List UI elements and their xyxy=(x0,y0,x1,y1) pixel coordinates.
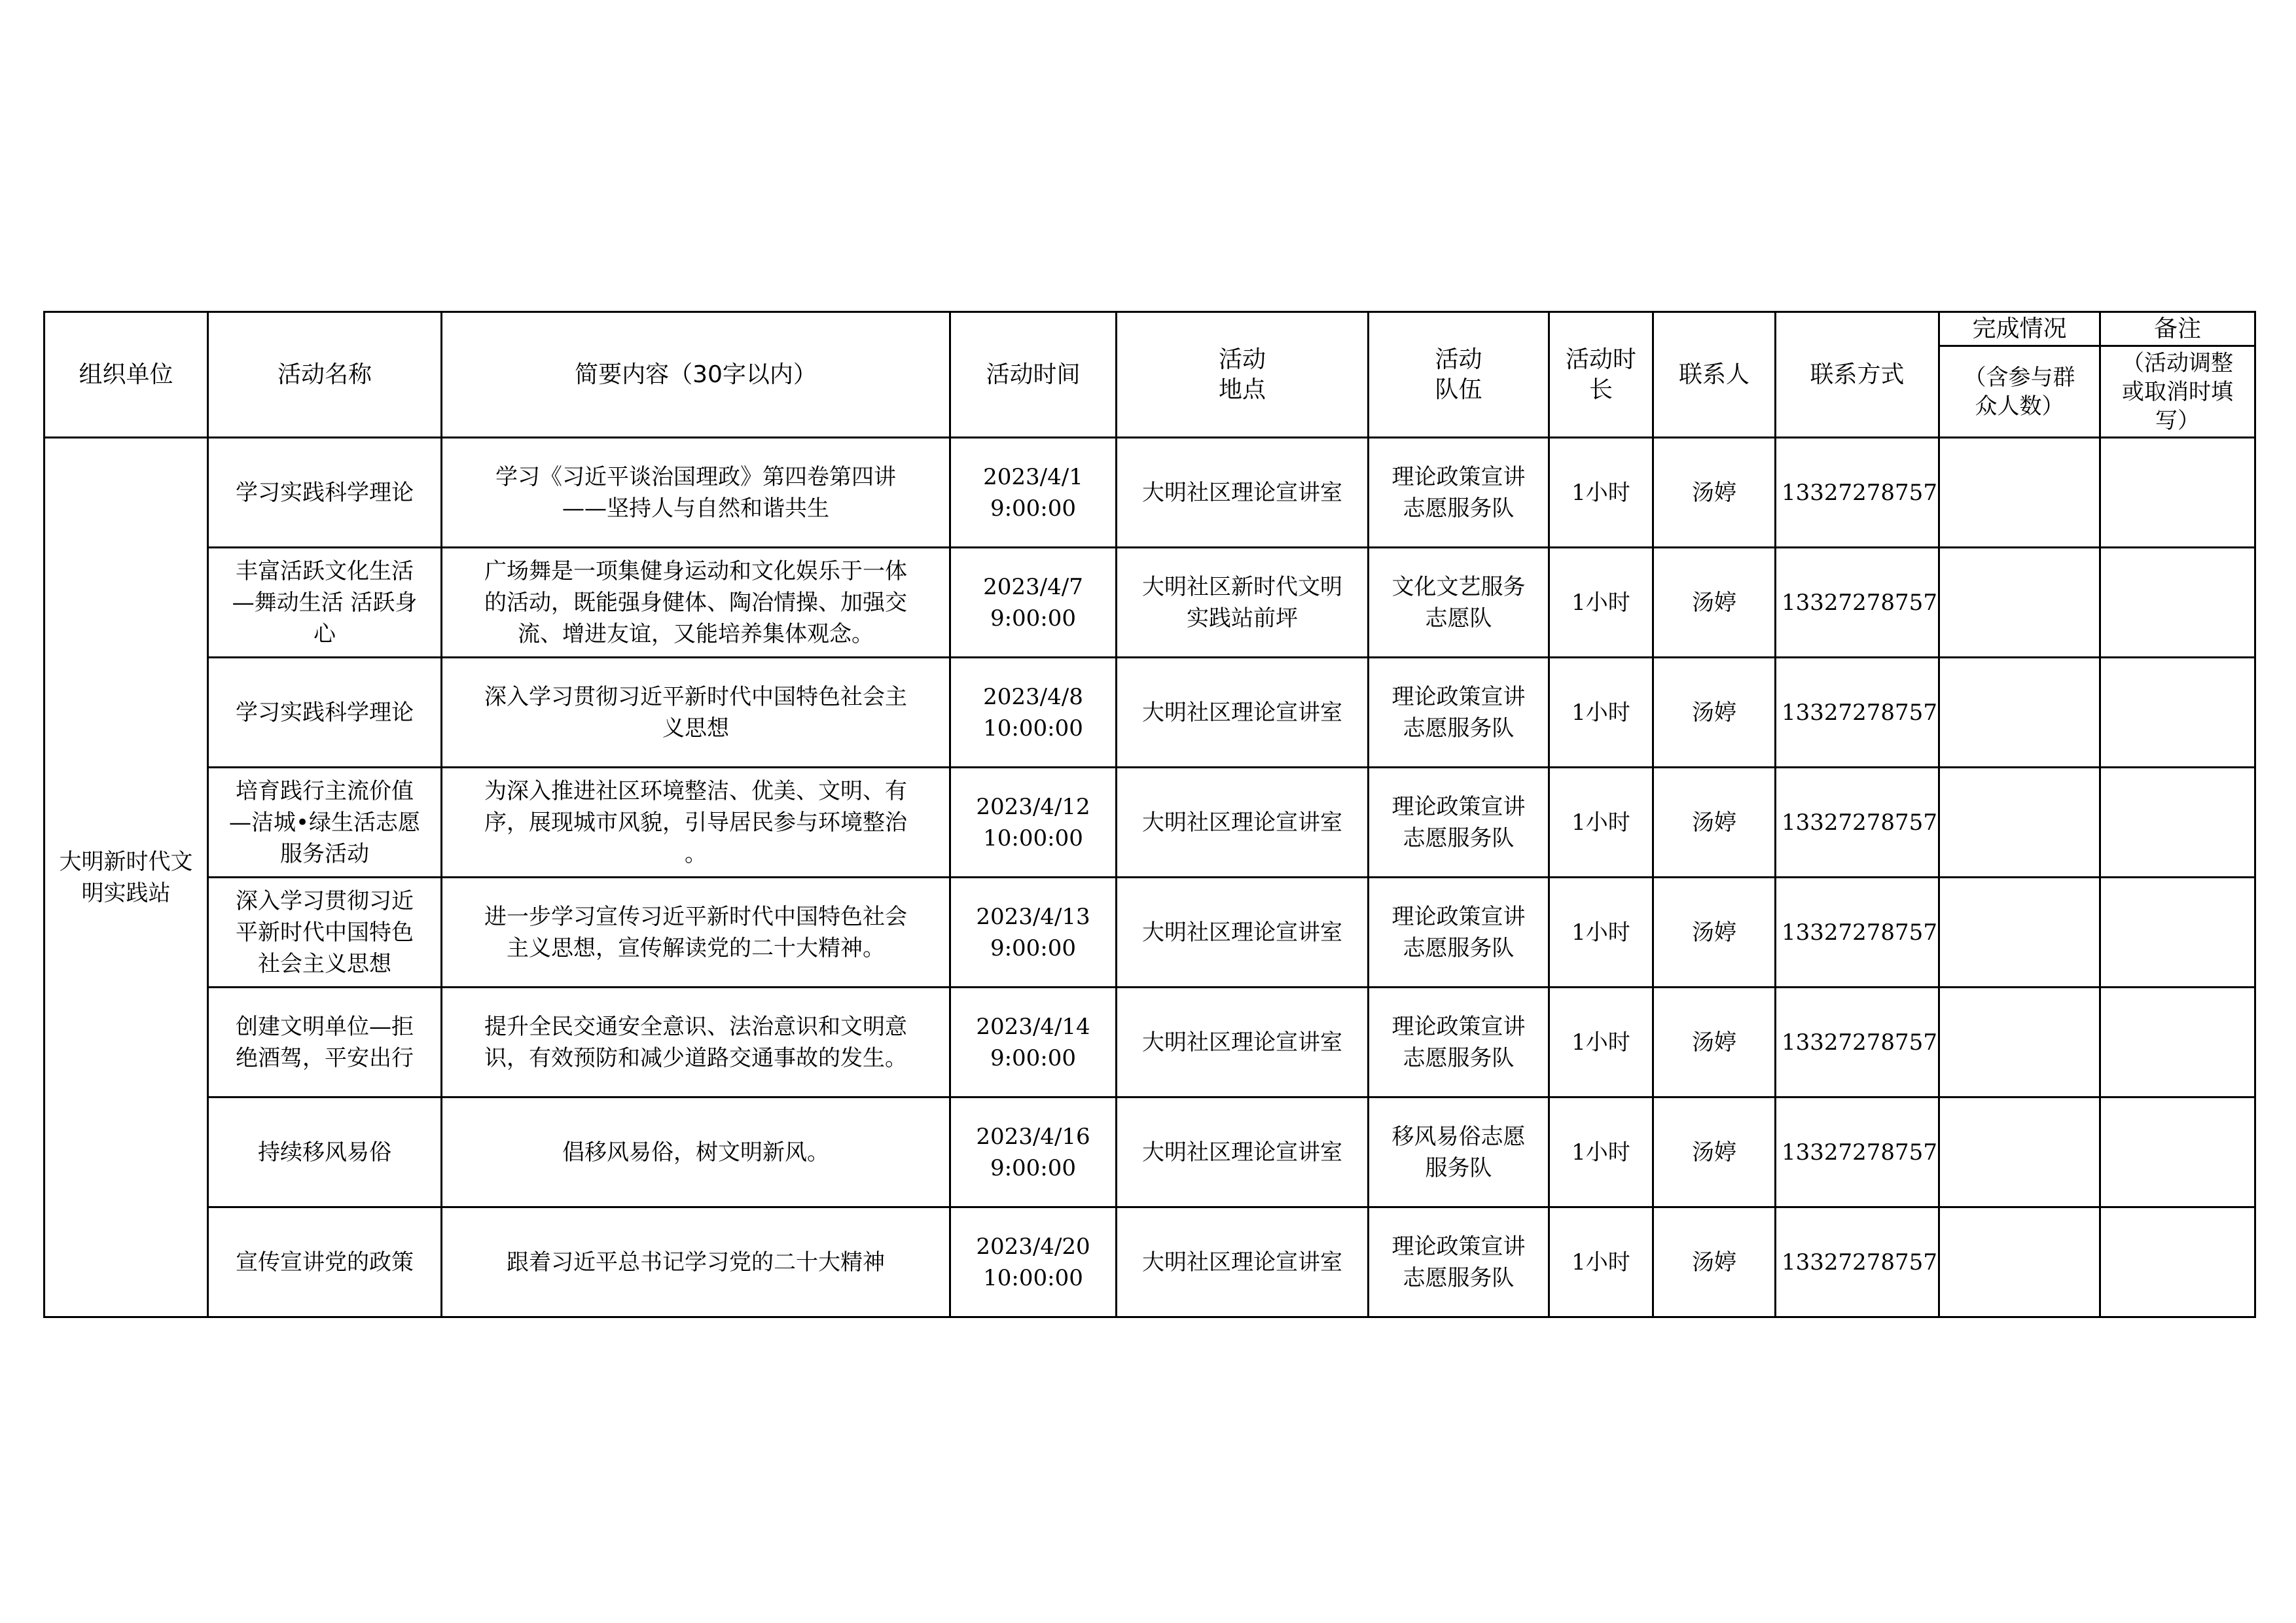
activity-content-cell xyxy=(442,1097,950,1207)
contact-person-cell xyxy=(1653,878,1776,988)
activity-duration-cell xyxy=(1549,438,1653,548)
contact-phone-cell xyxy=(1776,438,1939,548)
completion-cell xyxy=(1939,988,2100,1097)
activity-duration-cell-text: 1小时 xyxy=(1571,809,1630,836)
activity-name-cell-text: 持续移风易俗 xyxy=(258,1139,391,1166)
activity-team-cell xyxy=(1369,438,1549,548)
activity-content-cell-text: 倡移风易俗，树文明新风。 xyxy=(562,1139,829,1166)
activity-duration-cell xyxy=(1549,1097,1653,1207)
header-name: 活动名称 xyxy=(208,312,442,438)
activity-name-cell xyxy=(208,768,442,878)
contact-phone-cell-text: 13327278757 xyxy=(1782,1249,1937,1275)
activity-name-cell xyxy=(208,1097,442,1207)
activity-name-cell xyxy=(208,548,442,658)
activity-content-cell xyxy=(442,878,950,988)
activity-duration-cell-text: 1小时 xyxy=(1571,1139,1630,1166)
contact-phone-cell-text: 13327278757 xyxy=(1782,699,1937,726)
activity-place-cell-text: 大明社区新时代文明 实践站前坪 xyxy=(1142,573,1342,632)
contact-person-cell xyxy=(1653,1097,1776,1207)
contact-phone-cell-text: 13327278757 xyxy=(1782,1139,1937,1166)
table-row xyxy=(45,878,2255,988)
table-row xyxy=(45,438,2255,548)
activity-name-cell-text: 宣传宣讲党的政策 xyxy=(236,1249,414,1275)
remark-cell xyxy=(2100,988,2255,1097)
activity-time-cell-text: 2023/4/16 9:00:00 xyxy=(976,1123,1090,1181)
activity-place-cell xyxy=(1117,878,1369,988)
activity-content-cell-text: 进一步学习宣传习近平新时代中国特色社会 主义思想，宣传解读党的二十大精神。 xyxy=(484,903,907,961)
remark-cell xyxy=(2100,768,2255,878)
completion-cell xyxy=(1939,1207,2100,1317)
activity-duration-cell-text: 1小时 xyxy=(1571,1029,1630,1056)
activity-place-cell xyxy=(1117,658,1369,768)
contact-person-cell xyxy=(1653,438,1776,548)
activity-place-cell-text: 大明社区理论宣讲室 xyxy=(1142,479,1342,506)
activity-place-cell-text: 大明社区理论宣讲室 xyxy=(1142,1139,1342,1166)
activity-content-cell-text: 提升全民交通安全意识、法治意识和文明意 识，有效预防和减少道路交通事故的发生。 xyxy=(484,1013,907,1071)
activity-duration-cell xyxy=(1549,878,1653,988)
contact-phone-cell-text: 13327278757 xyxy=(1782,589,1937,616)
activity-time-cell-text: 2023/4/20 10:00:00 xyxy=(976,1233,1090,1291)
contact-phone-cell-text: 13327278757 xyxy=(1782,919,1937,946)
activity-time-cell-text: 2023/4/12 10:00:00 xyxy=(976,793,1090,851)
contact-phone-cell xyxy=(1776,548,1939,658)
contact-phone-cell xyxy=(1776,1097,1939,1207)
activity-content-cell-text: 深入学习贯彻习近平新时代中国特色社会主 义思想 xyxy=(484,683,907,741)
activity-content-cell xyxy=(442,438,950,548)
contact-phone-cell xyxy=(1776,988,1939,1097)
contact-person-cell xyxy=(1653,988,1776,1097)
contact-person-cell-text: 汤婷 xyxy=(1692,1249,1736,1275)
header-completion: 完成情况 xyxy=(1939,312,2100,346)
activity-place-cell-text: 大明社区理论宣讲室 xyxy=(1142,699,1342,726)
activity-team-cell-text: 理论政策宣讲 志愿服务队 xyxy=(1391,1233,1526,1291)
activity-team-cell-text: 理论政策宣讲 志愿服务队 xyxy=(1391,903,1526,961)
activity-time-cell-text: 2023/4/8 10:00:00 xyxy=(983,683,1083,741)
table-row xyxy=(45,548,2255,658)
completion-cell xyxy=(1939,548,2100,658)
contact-person-cell-text: 汤婷 xyxy=(1692,589,1736,616)
completion-cell xyxy=(1939,878,2100,988)
contact-phone-cell-text: 13327278757 xyxy=(1782,479,1937,506)
activity-content-cell-text: 广场舞是一项集健身运动和文化娱乐于一体 的活动，既能强身健体、陶冶情操、加强交 流、增进友谊，又能培养集体观念。 xyxy=(484,558,907,647)
header-remark-sub: （活动调整 或取消时填 写） xyxy=(2100,346,2255,438)
contact-person-cell xyxy=(1653,548,1776,658)
org-unit-cell-text: 大明新时代文 明实践站 xyxy=(59,848,193,906)
activity-duration-cell xyxy=(1549,768,1653,878)
activity-place-cell xyxy=(1117,548,1369,658)
activity-duration-cell xyxy=(1549,658,1653,768)
activity-duration-cell-text: 1小时 xyxy=(1571,589,1630,616)
activity-team-cell xyxy=(1369,1207,1549,1317)
header-team: 活动 队伍 xyxy=(1369,312,1549,438)
contact-phone-cell-text: 13327278757 xyxy=(1782,1029,1937,1056)
completion-cell xyxy=(1939,1097,2100,1207)
activity-duration-cell xyxy=(1549,548,1653,658)
activity-team-cell-text: 理论政策宣讲 志愿服务队 xyxy=(1391,463,1526,522)
activity-time-cell xyxy=(950,548,1117,658)
contact-person-cell xyxy=(1653,768,1776,878)
contact-phone-cell-text: 13327278757 xyxy=(1782,809,1937,836)
contact-person-cell-text: 汤婷 xyxy=(1692,1139,1736,1166)
activity-content-cell-text: 为深入推进社区环境整洁、优美、文明、有 序，展现城市风貌，引导居民参与环境整治 。 xyxy=(484,777,907,867)
remark-cell xyxy=(2100,1097,2255,1207)
contact-person-cell-text: 汤婷 xyxy=(1692,479,1736,506)
activity-place-cell xyxy=(1117,768,1369,878)
activity-team-cell-text: 文化文艺服务 志愿队 xyxy=(1391,573,1526,632)
activity-content-cell xyxy=(442,768,950,878)
activity-time-cell-text: 2023/4/7 9:00:00 xyxy=(983,573,1083,632)
activity-team-cell-text: 理论政策宣讲 志愿服务队 xyxy=(1391,793,1526,851)
activity-schedule-table xyxy=(43,311,2256,1318)
activity-time-cell xyxy=(950,768,1117,878)
activity-time-cell xyxy=(950,988,1117,1097)
contact-phone-cell xyxy=(1776,658,1939,768)
activity-team-cell-text: 理论政策宣讲 志愿服务队 xyxy=(1391,1013,1526,1071)
activity-name-cell-text: 培育践行主流价值 —洁城•绿生活志愿 服务活动 xyxy=(228,777,421,867)
table-row xyxy=(45,1097,2255,1207)
header-remark: 备注 xyxy=(2100,312,2255,346)
activity-content-cell xyxy=(442,658,950,768)
activity-time-cell xyxy=(950,438,1117,548)
completion-cell xyxy=(1939,658,2100,768)
activity-duration-cell xyxy=(1549,1207,1653,1317)
activity-content-cell xyxy=(442,548,950,658)
activity-time-cell-text: 2023/4/1 9:00:00 xyxy=(983,463,1083,522)
activity-content-cell xyxy=(442,988,950,1097)
contact-phone-cell xyxy=(1776,878,1939,988)
activity-name-cell xyxy=(208,1207,442,1317)
activity-name-cell xyxy=(208,658,442,768)
contact-person-cell-text: 汤婷 xyxy=(1692,919,1736,946)
activity-team-cell xyxy=(1369,548,1549,658)
activity-duration-cell-text: 1小时 xyxy=(1571,1249,1630,1275)
activity-time-cell-text: 2023/4/14 9:00:00 xyxy=(976,1013,1090,1071)
contact-person-cell xyxy=(1653,658,1776,768)
activity-name-cell-text: 深入学习贯彻习近 平新时代中国特色 社会主义思想 xyxy=(236,887,414,977)
activity-duration-cell-text: 1小时 xyxy=(1571,699,1630,726)
activity-place-cell xyxy=(1117,438,1369,548)
activity-time-cell xyxy=(950,1207,1117,1317)
activity-place-cell xyxy=(1117,1097,1369,1207)
activity-duration-cell-text: 1小时 xyxy=(1571,479,1630,506)
activity-content-cell xyxy=(442,1207,950,1317)
remark-cell xyxy=(2100,658,2255,768)
contact-person-cell-text: 汤婷 xyxy=(1692,1029,1736,1056)
header-time: 活动时间 xyxy=(950,312,1117,438)
activity-team-cell xyxy=(1369,988,1549,1097)
activity-duration-cell-text: 1小时 xyxy=(1571,919,1630,946)
remark-cell xyxy=(2100,438,2255,548)
activity-place-cell-text: 大明社区理论宣讲室 xyxy=(1142,1029,1342,1056)
activity-team-cell-text: 移风易俗志愿 服务队 xyxy=(1391,1123,1526,1181)
activity-team-cell xyxy=(1369,658,1549,768)
activity-name-cell-text: 学习实践科学理论 xyxy=(236,479,414,506)
activity-name-cell xyxy=(208,878,442,988)
activity-name-cell xyxy=(208,988,442,1097)
contact-person-cell-text: 汤婷 xyxy=(1692,809,1736,836)
remark-cell xyxy=(2100,1207,2255,1317)
activity-place-cell-text: 大明社区理论宣讲室 xyxy=(1142,809,1342,836)
contact-phone-cell xyxy=(1776,768,1939,878)
activity-name-cell-text: 学习实践科学理论 xyxy=(236,699,414,726)
contact-person-cell-text: 汤婷 xyxy=(1692,699,1736,726)
activity-duration-cell xyxy=(1549,988,1653,1097)
activity-place-cell xyxy=(1117,988,1369,1097)
header-contact: 联系方式 xyxy=(1776,312,1939,438)
activity-name-cell-text: 丰富活跃文化生活 —舞动生活 活跃身 心 xyxy=(232,558,418,647)
activity-content-cell-text: 跟着习近平总书记学习党的二十大精神 xyxy=(507,1249,885,1275)
header-content: 简要内容（30字以内） xyxy=(442,312,950,438)
activity-place-cell-text: 大明社区理论宣讲室 xyxy=(1142,1249,1342,1275)
table-row xyxy=(45,1207,2255,1317)
remark-cell xyxy=(2100,548,2255,658)
header-row xyxy=(45,312,2255,346)
activity-time-cell xyxy=(950,658,1117,768)
header-contact-person: 联系人 xyxy=(1653,312,1776,438)
activity-place-cell xyxy=(1117,1207,1369,1317)
activity-place-cell-text: 大明社区理论宣讲室 xyxy=(1142,919,1342,946)
header-completion-sub: （含参与群 众人数） xyxy=(1939,346,2100,438)
header-org: 组织单位 xyxy=(45,312,208,438)
org-unit-cell xyxy=(45,438,208,1317)
activity-name-cell xyxy=(208,438,442,548)
table-row xyxy=(45,768,2255,878)
table-row xyxy=(45,658,2255,768)
activity-time-cell-text: 2023/4/13 9:00:00 xyxy=(976,903,1090,961)
activity-name-cell-text: 创建文明单位—拒 绝酒驾，平安出行 xyxy=(236,1013,414,1071)
contact-phone-cell xyxy=(1776,1207,1939,1317)
activity-time-cell xyxy=(950,878,1117,988)
completion-cell xyxy=(1939,438,2100,548)
table-row xyxy=(45,988,2255,1097)
activity-team-cell xyxy=(1369,1097,1549,1207)
completion-cell xyxy=(1939,768,2100,878)
header-place: 活动 地点 xyxy=(1117,312,1369,438)
activity-time-cell xyxy=(950,1097,1117,1207)
header-duration: 活动时 长 xyxy=(1549,312,1653,438)
activity-team-cell xyxy=(1369,878,1549,988)
activity-content-cell-text: 学习《习近平谈治国理政》第四卷第四讲 ——坚持人与自然和谐共生 xyxy=(495,463,896,522)
remark-cell xyxy=(2100,878,2255,988)
contact-person-cell xyxy=(1653,1207,1776,1317)
activity-team-cell-text: 理论政策宣讲 志愿服务队 xyxy=(1391,683,1526,741)
activity-team-cell xyxy=(1369,768,1549,878)
